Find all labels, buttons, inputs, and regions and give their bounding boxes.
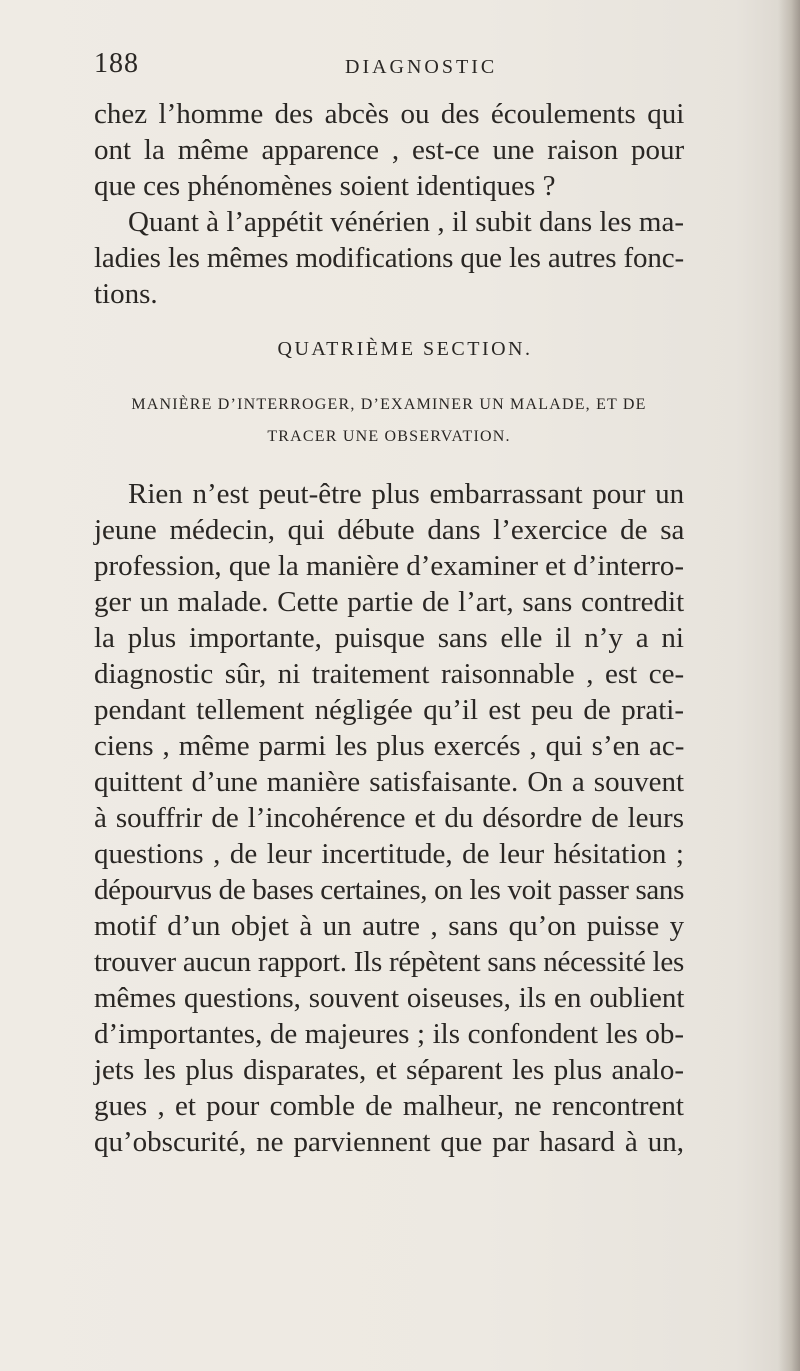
paragraph-1 [94,96,684,204]
text-line: motif d’un objet à un autre , sans qu’on puisse y [94,910,685,942]
text-line: Rien n’est peut-être plus embarrassant pour un [128,478,685,510]
text-line: gues , et pour comble de malheur, ne rencontrent [94,1090,684,1122]
text-line: chez l’homme des abcès ou des écoulements qui [94,98,685,130]
text-line: jeune médecin, qui débute dans l’exercice de sa [94,514,685,546]
text-line: qu’obscurité, ne parviennent que par hasard à un, [94,1126,684,1158]
text-line: ger un malade. Cette partie de l’art, sans contredit [94,586,685,618]
text-line: à souffrir de l’incohérence et du désordre de leurs [94,802,684,834]
text-line: profession, que la manière d’examiner et d’interro- [94,550,684,582]
page-header [0,48,800,88]
text-line: que ces phénomènes soient identiques ? [94,170,556,202]
text-line: mêmes questions, souvent oiseuses, ils en oublient [94,982,685,1014]
running-head: DIAGNOSTIC [345,56,498,78]
text-line: Quant à l’appétit vénérien , il subit dans les ma- [128,206,684,238]
section-subtitle-line-1: MANIÈRE D’INTERROGER, D’EXAMINER UN MALADE, ET DE [131,396,647,413]
text-line: ont la même apparence , est-ce une raison pour [94,134,685,166]
text-line: tions. [94,278,158,310]
section-subtitle-line-2: TRACER UNE OBSERVATION. [267,428,511,445]
text-line: jets les plus disparates, et séparent les plus analo- [94,1054,684,1086]
paragraph-3 [94,476,684,1160]
text-line: ciens , même parmi les plus exercés , qui s’en ac- [94,730,685,762]
text-line: quittent d’une manière satisfaisante. On a souvent [94,766,685,798]
text-line: questions , de leur incertitude, de leur hésitation ; [94,838,684,870]
text-line: la plus importante, puisque sans elle il n’y a ni [94,622,684,654]
paragraph-2 [94,204,684,312]
text-line: d’importantes, de majeures ; ils confondent les ob- [94,1018,684,1050]
text-line: dépourvus de bases certaines, on les voit passer sans [94,874,685,906]
page-edge-shadow [778,0,800,1371]
section-title: QUATRIÈME SECTION. [277,338,533,360]
text-line: trouver aucun rapport. Ils répètent sans nécessité les [94,946,684,978]
page-number: 188 [94,48,139,79]
text-line: pendant tellement négligée qu’il est peu de prati- [94,694,684,726]
text-line: diagnostic sûr, ni traitement raisonnable , est ce- [94,658,685,690]
text-line: ladies les mêmes modifications que les autres fonc- [94,242,684,274]
